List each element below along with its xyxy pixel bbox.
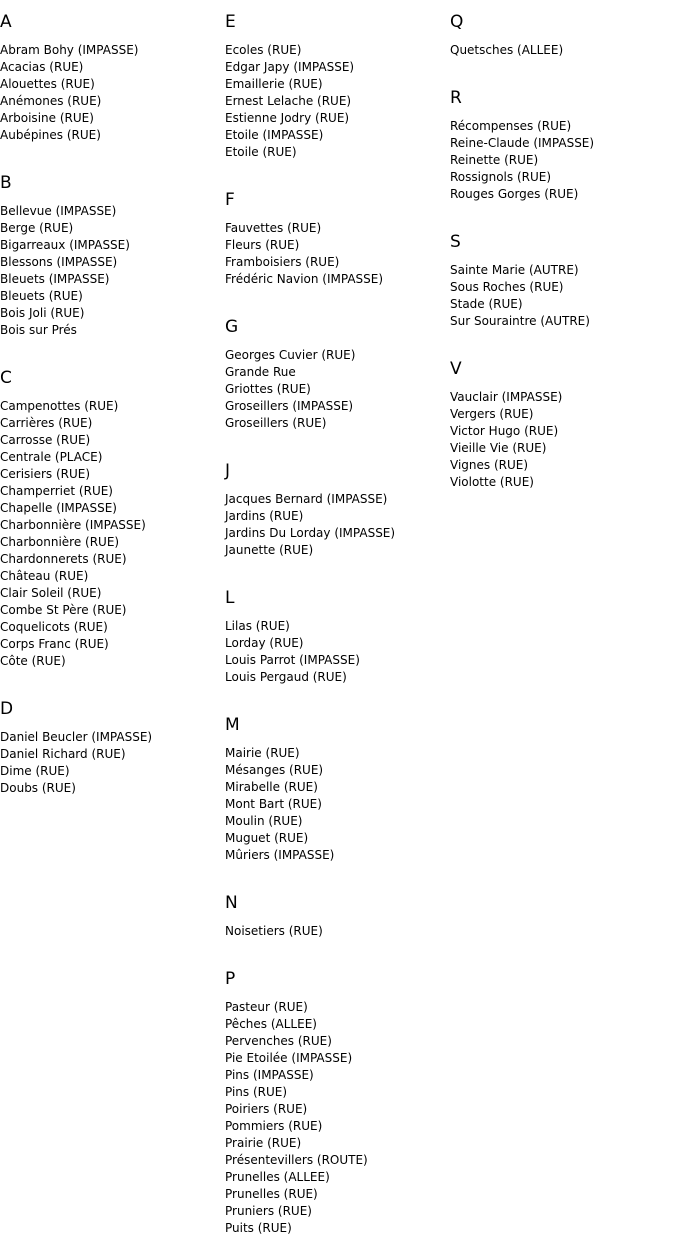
group-spacer — [225, 864, 450, 881]
street-list — [225, 210, 450, 288]
street-list — [225, 608, 450, 686]
street-link[interactable]: Château (RUE) — [0, 569, 89, 583]
street-link[interactable]: Clair Soleil (RUE) — [0, 586, 102, 600]
street-link[interactable]: Rouges Gorges (RUE) — [450, 187, 579, 201]
street-link[interactable]: Chardonnerets (RUE) — [0, 552, 127, 566]
street-link[interactable]: Charbonnière (IMPASSE) — [0, 518, 146, 532]
street-link[interactable]: Pommiers (RUE) — [225, 1119, 323, 1133]
street-list — [0, 719, 225, 797]
street-link[interactable]: Pervenches (RUE) — [225, 1034, 332, 1048]
street-link[interactable]: Pins (RUE) — [225, 1085, 288, 1099]
letter-heading: A — [0, 12, 12, 32]
street-link[interactable]: Louis Parrot (IMPASSE) — [225, 653, 360, 667]
street-index-column-2 — [225, 0, 450, 1254]
group-spacer — [225, 559, 450, 576]
street-link[interactable]: Moulin (RUE) — [225, 814, 303, 828]
letter-group-g — [225, 305, 450, 449]
street-link[interactable]: Berge (RUE) — [0, 221, 74, 235]
street-link[interactable]: Pie Etoilée (IMPASSE) — [225, 1051, 353, 1065]
street-list — [450, 32, 675, 59]
letter-heading: V — [450, 359, 462, 379]
street-link[interactable]: Victor Hugo (RUE) — [450, 424, 559, 438]
street-list — [0, 388, 225, 670]
street-link[interactable]: Grande Rue — [225, 365, 296, 379]
street-link[interactable]: Carrosse (RUE) — [0, 433, 91, 447]
letter-group-r — [450, 76, 675, 220]
group-spacer — [225, 1237, 450, 1254]
street-link[interactable]: Cerisiers (RUE) — [0, 467, 91, 481]
letter-group-a — [0, 0, 225, 161]
street-link[interactable]: Rossignols (RUE) — [450, 170, 552, 184]
street-link[interactable]: Daniel Richard (RUE) — [0, 747, 126, 761]
street-link[interactable]: Jardins (RUE) — [225, 509, 304, 523]
street-link[interactable]: Emaillerie (RUE) — [225, 77, 323, 91]
street-list — [450, 108, 675, 203]
street-link[interactable]: Reine-Claude (IMPASSE) — [450, 136, 595, 150]
street-link[interactable]: Pêches (ALLEE) — [225, 1017, 317, 1031]
letter-heading: Q — [450, 12, 464, 32]
street-link[interactable]: Arboisine (RUE) — [0, 111, 94, 125]
group-spacer — [225, 161, 450, 178]
street-link[interactable]: Bigarreaux (IMPASSE) — [0, 238, 130, 252]
street-link[interactable]: Aubépines (RUE) — [0, 128, 101, 142]
street-link[interactable]: Jaunette (RUE) — [225, 543, 314, 557]
street-link[interactable]: Dime (RUE) — [0, 764, 70, 778]
group-spacer — [0, 144, 225, 161]
letter-group-f — [225, 178, 450, 305]
letter-heading: E — [225, 12, 236, 32]
street-link[interactable]: Prunelles (ALLEE) — [225, 1170, 330, 1184]
street-link[interactable]: Vignes (RUE) — [450, 458, 529, 472]
letter-heading: C — [0, 368, 12, 388]
street-list — [225, 913, 450, 940]
street-link[interactable]: Fleurs (RUE) — [225, 238, 300, 252]
group-spacer — [450, 203, 675, 220]
street-list — [225, 481, 450, 559]
street-link[interactable]: Violotte (RUE) — [450, 475, 534, 489]
street-link[interactable]: Acacias (RUE) — [0, 60, 84, 74]
letter-group-b — [0, 161, 225, 356]
group-spacer — [225, 686, 450, 703]
street-link[interactable]: Edgar Japy (IMPASSE) — [225, 60, 355, 74]
group-spacer — [225, 940, 450, 957]
street-link[interactable]: Groseillers (IMPASSE) — [225, 399, 354, 413]
letter-heading: L — [225, 588, 235, 608]
street-link[interactable]: Alouettes (RUE) — [0, 77, 95, 91]
street-link[interactable]: Mûriers (IMPASSE) — [225, 848, 335, 862]
street-link[interactable]: Georges Cuvier (RUE) — [225, 348, 356, 362]
letter-heading: M — [225, 715, 240, 735]
group-spacer — [225, 288, 450, 305]
street-link[interactable]: Daniel Beucler (IMPASSE) — [0, 730, 153, 744]
street-link[interactable]: Abram Bohy (IMPASSE) — [0, 43, 139, 57]
letter-heading: N — [225, 893, 238, 913]
street-link[interactable]: Côte (RUE) — [0, 654, 66, 668]
letter-group-m — [225, 703, 450, 881]
street-link[interactable]: Mésanges (RUE) — [225, 763, 324, 777]
street-link[interactable]: Louis Pergaud (RUE) — [225, 670, 347, 684]
street-list — [225, 32, 450, 161]
letter-group-d — [0, 687, 225, 814]
street-list — [450, 252, 675, 330]
street-link[interactable]: Chapelle (IMPASSE) — [0, 501, 117, 515]
street-list — [450, 379, 675, 491]
street-link[interactable]: Ernest Lelache (RUE) — [225, 94, 352, 108]
street-link[interactable]: Présentevillers (ROUTE) — [225, 1153, 368, 1167]
street-link[interactable]: Ecoles (RUE) — [225, 43, 302, 57]
street-link[interactable]: Bleuets (IMPASSE) — [0, 272, 110, 286]
street-link[interactable]: Coquelicots (RUE) — [0, 620, 108, 634]
street-link[interactable]: Pasteur (RUE) — [225, 1000, 308, 1014]
street-link[interactable]: Récompenses (RUE) — [450, 119, 572, 133]
street-link[interactable]: Prairie (RUE) — [225, 1136, 302, 1150]
street-link[interactable]: Campenottes (RUE) — [0, 399, 119, 413]
letter-heading: P — [225, 969, 236, 989]
street-link[interactable]: Doubs (RUE) — [0, 781, 76, 795]
street-link[interactable]: Quetsches (ALLEE) — [450, 43, 564, 57]
street-index-column-1 — [0, 0, 225, 814]
letter-heading: S — [450, 232, 461, 252]
letter-group-v — [450, 347, 675, 508]
street-list — [225, 337, 450, 432]
street-link[interactable]: Combe St Père (RUE) — [0, 603, 127, 617]
street-link[interactable]: Lilas (RUE) — [225, 619, 290, 633]
street-link[interactable]: Mairie (RUE) — [225, 746, 300, 760]
street-link[interactable]: Etoile (IMPASSE) — [225, 128, 324, 142]
street-link[interactable]: Vieille Vie (RUE) — [450, 441, 547, 455]
street-link[interactable]: Blessons (IMPASSE) — [0, 255, 118, 269]
street-link[interactable]: Lorday (RUE) — [225, 636, 304, 650]
letter-heading: G — [225, 317, 239, 337]
street-link[interactable]: Charbonnière (RUE) — [0, 535, 120, 549]
street-link[interactable]: Framboisiers (RUE) — [225, 255, 340, 269]
group-spacer — [225, 432, 450, 449]
street-link[interactable]: Poiriers (RUE) — [225, 1102, 308, 1116]
street-link[interactable]: Puits (RUE) — [225, 1221, 292, 1235]
letter-heading: B — [0, 173, 12, 193]
street-link[interactable]: Sainte Marie (AUTRE) — [450, 263, 579, 277]
street-link[interactable]: Reinette (RUE) — [450, 153, 539, 167]
street-index-column-3 — [450, 0, 675, 508]
street-link[interactable]: Mirabelle (RUE) — [225, 780, 318, 794]
street-link[interactable]: Noisetiers (RUE) — [225, 924, 323, 938]
letter-group-e — [225, 0, 450, 178]
street-link[interactable]: Estienne Jodry (RUE) — [225, 111, 350, 125]
street-link[interactable]: Bellevue (IMPASSE) — [0, 204, 117, 218]
group-spacer — [450, 491, 675, 508]
street-link[interactable]: Vergers (RUE) — [450, 407, 534, 421]
street-link[interactable]: Bois sur Prés — [0, 323, 77, 337]
letter-heading: R — [450, 88, 462, 108]
street-link[interactable]: Prunelles (RUE) — [225, 1187, 318, 1201]
group-spacer — [0, 339, 225, 356]
street-link[interactable]: Corps Franc (RUE) — [0, 637, 109, 651]
letter-heading: F — [225, 190, 235, 210]
street-list — [225, 989, 450, 1237]
street-link[interactable]: Fauvettes (RUE) — [225, 221, 322, 235]
letter-group-s — [450, 220, 675, 347]
letter-heading: D — [0, 699, 14, 719]
letter-heading: J — [225, 461, 231, 481]
street-list — [0, 32, 225, 144]
street-link[interactable]: Bois Joli (RUE) — [0, 306, 85, 320]
street-link[interactable]: Etoile (RUE) — [225, 145, 297, 159]
street-link[interactable]: Centrale (PLACE) — [0, 450, 103, 464]
group-spacer — [450, 330, 675, 347]
street-link[interactable]: Frédéric Navion (IMPASSE) — [225, 272, 384, 286]
street-link[interactable]: Stade (RUE) — [450, 297, 523, 311]
street-list — [0, 193, 225, 339]
letter-group-l — [225, 576, 450, 703]
street-link[interactable]: Jardins Du Lorday (IMPASSE) — [225, 526, 396, 540]
street-link[interactable]: Griottes (RUE) — [225, 382, 311, 396]
street-link[interactable]: Mont Bart (RUE) — [225, 797, 322, 811]
street-link[interactable]: Vauclair (IMPASSE) — [450, 390, 563, 404]
street-link[interactable]: Bleuets (RUE) — [0, 289, 83, 303]
street-link[interactable]: Jacques Bernard (IMPASSE) — [225, 492, 388, 506]
street-list — [225, 735, 450, 864]
street-link[interactable]: Anémones (RUE) — [0, 94, 102, 108]
street-link[interactable]: Groseillers (RUE) — [225, 416, 327, 430]
group-spacer — [0, 797, 225, 814]
street-link[interactable]: Sous Roches (RUE) — [450, 280, 564, 294]
street-link[interactable]: Carrières (RUE) — [0, 416, 93, 430]
group-spacer — [0, 670, 225, 687]
street-link[interactable]: Pins (IMPASSE) — [225, 1068, 314, 1082]
letter-group-p — [225, 957, 450, 1254]
letter-group-c — [0, 356, 225, 687]
street-link[interactable]: Champerriet (RUE) — [0, 484, 113, 498]
letter-group-n — [225, 881, 450, 957]
letter-group-j — [225, 449, 450, 576]
street-link[interactable]: Sur Souraintre (AUTRE) — [450, 314, 590, 328]
letter-group-q — [450, 0, 675, 76]
street-link[interactable]: Pruniers (RUE) — [225, 1204, 312, 1218]
group-spacer — [450, 59, 675, 76]
street-link[interactable]: Muguet (RUE) — [225, 831, 309, 845]
